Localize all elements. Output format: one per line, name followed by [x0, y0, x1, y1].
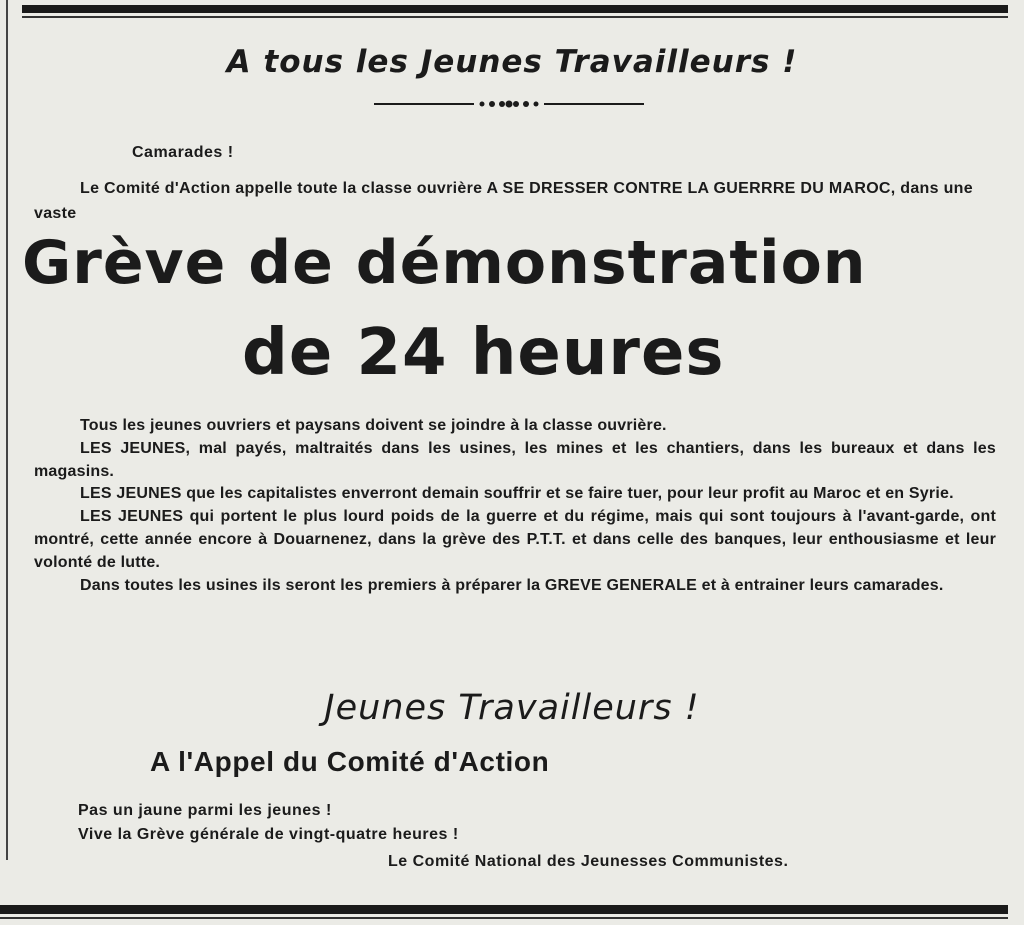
article-body [34, 415, 996, 597]
headline-line-1: Grève de démonstration [22, 228, 867, 298]
body-paragraph: LES JEUNES qui portent le plus lourd poids de la guerre et du régime, mais qui sont toujours à l'avant-garde, ont montré, cette année encore à Douarnenez, dans la grève des P.T.T. et dans celle des banques, leur enthousiasme et leur volonté de lutte. [34, 508, 996, 571]
headline-line-2: de 24 heures [242, 316, 725, 390]
article-title: A tous les Jeunes Travailleurs ! [226, 44, 798, 80]
top-rule-thin [22, 16, 1008, 18]
body-paragraph: LES JEUNES que les capitalistes enverront demain souffrir et se faire tuer, pour leur profit au Maroc et en Syrie. [80, 485, 954, 503]
bottom-rule [0, 905, 1008, 914]
subheading: Jeunes Travailleurs ! [324, 688, 700, 728]
left-rule [6, 0, 8, 860]
ornament-divider-icon [374, 96, 644, 112]
body-paragraph: Dans toutes les usines ils seront les premiers à préparer la GREVE GENERALE et à entrainer leurs camarades. [80, 576, 944, 594]
body-paragraph: LES JEUNES, mal payés, maltraités dans les usines, les mines et les chantiers, dans les bureaux et dans les magasins. [34, 439, 996, 480]
salutation: Camarades ! [132, 144, 234, 161]
top-rule [22, 5, 1008, 13]
slogan-line-1: Pas un jaune parmi les jeunes ! [78, 802, 332, 819]
body-paragraph: Tous les jeunes ouvriers et paysans doivent se joindre à la classe ouvrière. [80, 417, 667, 434]
bottom-rule-thin [0, 917, 1008, 919]
signature: Le Comité National des Jeunesses Communistes. [388, 853, 789, 870]
call-heading: A l'Appel du Comité d'Action [150, 746, 550, 777]
intro-paragraph: Le Comité d'Action appelle toute la classe ouvrière A SE DRESSER CONTRE LA GUERRRE DU MAROC, dans une vaste [34, 180, 973, 222]
slogan-line-2: Vive la Grève générale de vingt-quatre heures ! [78, 826, 459, 843]
